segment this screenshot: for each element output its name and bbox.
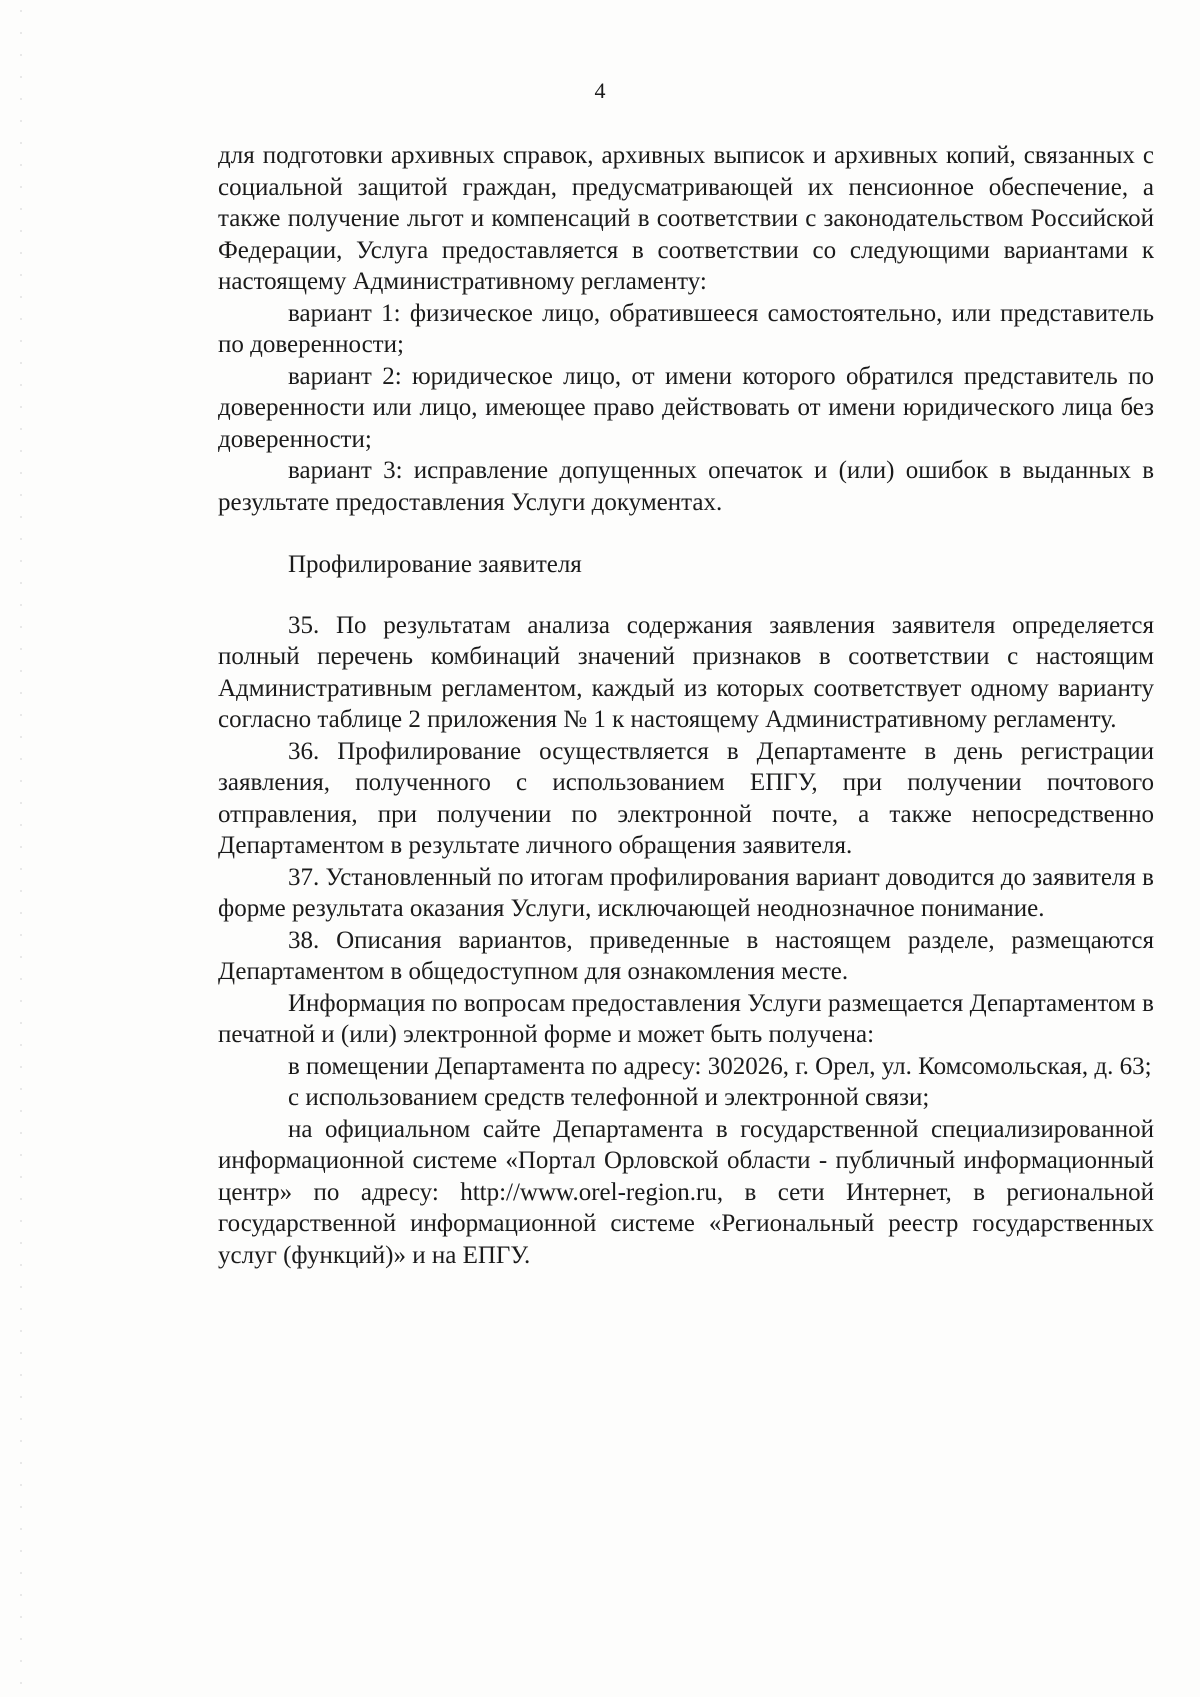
section-heading-profiling: Профилирование заявителя bbox=[288, 551, 582, 578]
paragraph-variant-2: вариант 2: юридическое лицо, от имени которого обратился представитель по доверенности или лицо, имеющее право действовать от имени юридического лица без доверенности; bbox=[218, 362, 1154, 453]
paragraph-information: Информация по вопросам предоставления Услуги размещается Департаментом в печатной и (или) электронной форме и может быть получена: bbox=[218, 989, 1154, 1048]
paragraph-archive-services: для подготовки архивных справок, архивных выписок и архивных копий, связанных с социальной защитой граждан, предусматривающей их пенсионное обеспечение, а также получение льгот и компенсаций в соответствии с законодательством Российской Федерации, Услуга предоставляется в соответствии со следующими вариантами к настоящему Административному регламенту: bbox=[218, 142, 1154, 295]
paragraph-address: в помещении Департамента по адресу: 302026, г. Орел, ул. Комсомольская, д. 63; bbox=[288, 1052, 1152, 1080]
paragraph-37: 37. Установленный по итогам профилирования вариант доводится до заявителя в форме результата оказания Услуги, исключающей неоднозначное понимание. bbox=[218, 863, 1154, 922]
scan-edge-artifact bbox=[20, 0, 22, 1697]
paragraph-variant-1: вариант 1: физическое лицо, обратившееся самостоятельно, или представитель по доверенности; bbox=[218, 299, 1154, 358]
paragraph-phone-email: с использованием средств телефонной и электронной связи; bbox=[288, 1084, 930, 1111]
paragraph-variant-3: вариант 3: исправление допущенных опечаток и (или) ошибок в выданных в результате предоставления Услуги документах. bbox=[218, 457, 1154, 516]
paragraph-35: 35. По результатам анализа содержания заявления заявителя определяется полный перечень комбинаций значений признаков в соответствии с настоящим Административным регламентом, каждый из которых соответствует одному варианту согласно таблице 2 приложения № 1 к настоящему Административному регламенту. bbox=[218, 611, 1154, 733]
paragraph-website: на официальном сайте Департамента в государственной специализированной информационной системе «Портал Орловской области - публичный информационный центр» по адресу: http://www.orel-region.ru, в сети Интернет, в региональной государственной информационной системе «Региональный реестр государственных услуг (функций)» и на ЕПГУ. bbox=[218, 1115, 1154, 1269]
page-number: 4 bbox=[594, 78, 606, 103]
document-body bbox=[218, 140, 1154, 1271]
paragraph-36: 36. Профилирование осуществляется в Департаменте в день регистрации заявления, полученного с использованием ЕПГУ, при получении почтового отправления, при получении по электронной почте, а также непосредственно Департаментом в результате личного обращения заявителя. bbox=[218, 737, 1154, 859]
paragraph-38: 38. Описания вариантов, приведенные в настоящем разделе, размещаются Департаментом в общедоступном для ознакомления месте. bbox=[218, 926, 1154, 985]
